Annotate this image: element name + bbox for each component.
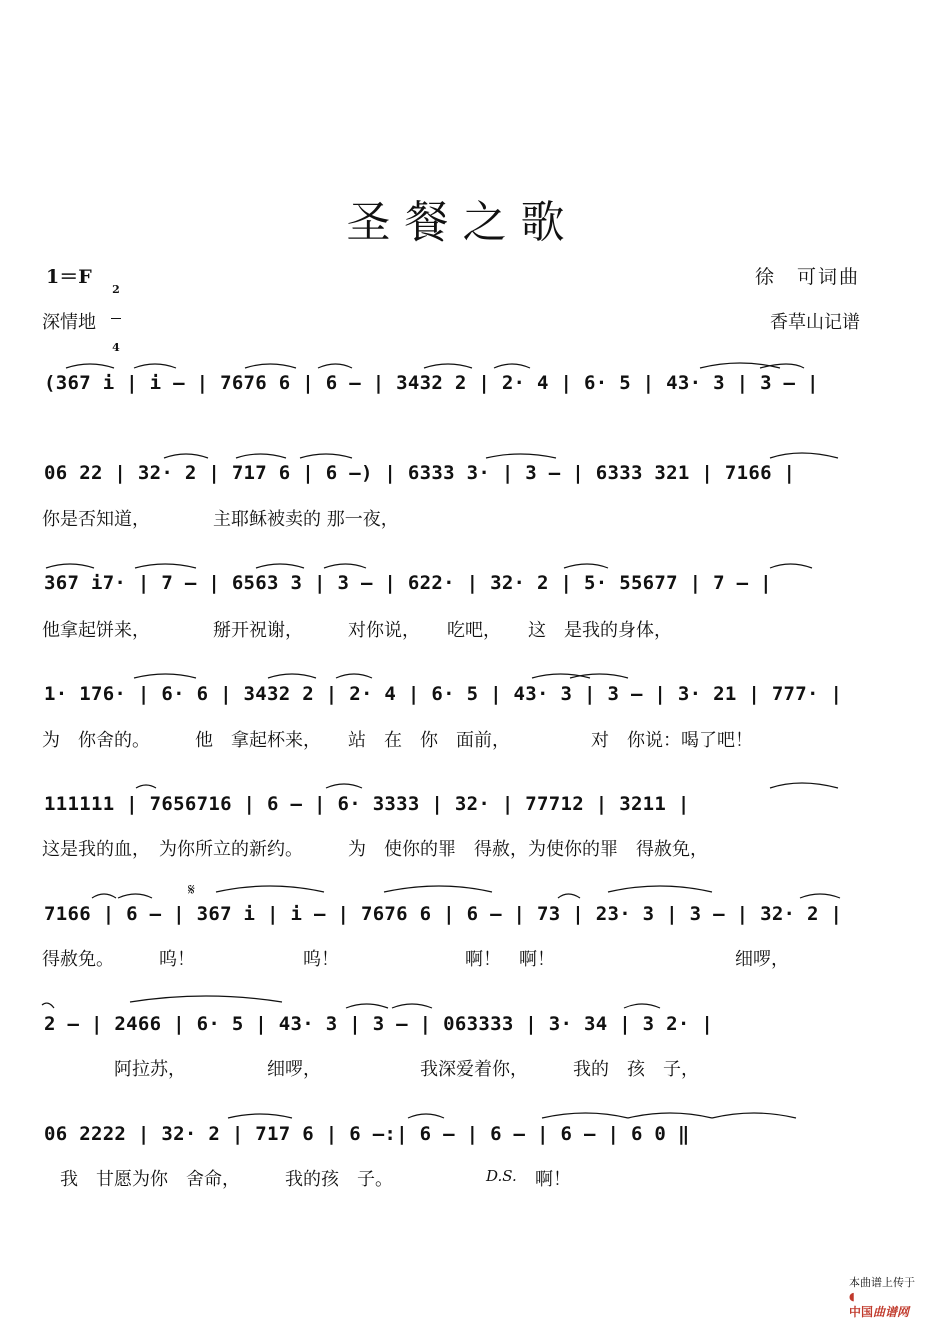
stave-notes-4: 1· 176· | 6· 6 | 3432 2 | 2· 4 | 6· 5 | 43· 3 | 3 — | 3· 21 | 777· |: [44, 683, 843, 705]
stave-lyrics-8-end: 啊！: [535, 1169, 571, 1190]
stave-lyrics-6: 得赦免。 呜！ 呜！ 啊！ 啊！ 细啰，: [42, 949, 789, 970]
dal-segno-marking: D.S.: [486, 1167, 517, 1185]
stave-notes-1: (367 i | i — | 7676 6 | 6 — | 3432 2 | 2· 4 | 6· 5 | 43· 3 | 3 — |: [44, 372, 819, 394]
stave-notes-8: 06 2222 | 32· 2 | 717 6 | 6 —:| 6 — | 6 — | 6 — | 6 0 ‖: [44, 1123, 690, 1145]
stave-lyrics-4: 为 你舍的。 他 拿起杯来， 站 在 你 面前， 对 你说：喝了吧！: [42, 730, 753, 751]
key-signature: 1＝F: [46, 266, 92, 288]
stave-lyrics-8: 我 甘愿为你 舍命， 我的孩 子。: [42, 1169, 393, 1190]
footer-prefix: 本曲谱上传于: [849, 1276, 915, 1289]
song-title: 圣餐之歌: [346, 197, 579, 248]
footer-site: 中国: [849, 1305, 874, 1319]
stave-lyrics-2: 你是否知道， 主耶稣被卖的 那一夜，: [42, 509, 399, 530]
time-signature-bottom: 4: [112, 341, 120, 354]
stave-lyrics-5: 这是我的血， 为你所立的新约。 为 使你的罪 得赦，为使你的罪 得赦免，: [42, 839, 708, 860]
upload-footer: [842, 1261, 915, 1320]
time-signature-top: 2: [112, 283, 120, 296]
site-logo-icon: ◖: [849, 1290, 855, 1303]
tempo-marking: 深情地: [42, 312, 96, 333]
stave-notes-6: 7166 | 6 — | 367 i | i — | 7676 6 | 6 — | 73 | 23· 3 | 3 — | 32· 2 |: [44, 903, 843, 925]
transcriber-credit: 香草山记谱: [770, 312, 860, 333]
segno-sign: 𝄋: [188, 880, 195, 899]
composer-credit: 徐 可词曲: [754, 266, 860, 288]
stave-notes-5: 111111 | 7656716 | 6 — | 6· 3333 | 32· | 77712 | 3211 |: [44, 793, 690, 815]
stave-notes-3: 367 i7· | 7 — | 6563 3 | 3 — | 622· | 32· 2 | 5· 55677 | 7 — |: [44, 572, 772, 594]
stave-notes-2: 06 22 | 32· 2 | 717 6 | 6 —) | 6333 3· | 3 — | 6333 321 | 7166 |: [44, 462, 796, 484]
stave-lyrics-3: 他拿起饼来， 掰开祝谢， 对你说， 吃吧， 这 是我的身体，: [42, 620, 672, 641]
footer-site-suffix: 曲谱网: [873, 1305, 910, 1319]
stave-notes-7: 2 — | 2466 | 6· 5 | 43· 3 | 3 — | 063333 | 3· 34 | 3 2· |: [44, 1013, 714, 1035]
stave-lyrics-7: 阿拉苏， 细啰， 我深爱着你， 我的 孩 子，: [42, 1059, 699, 1080]
